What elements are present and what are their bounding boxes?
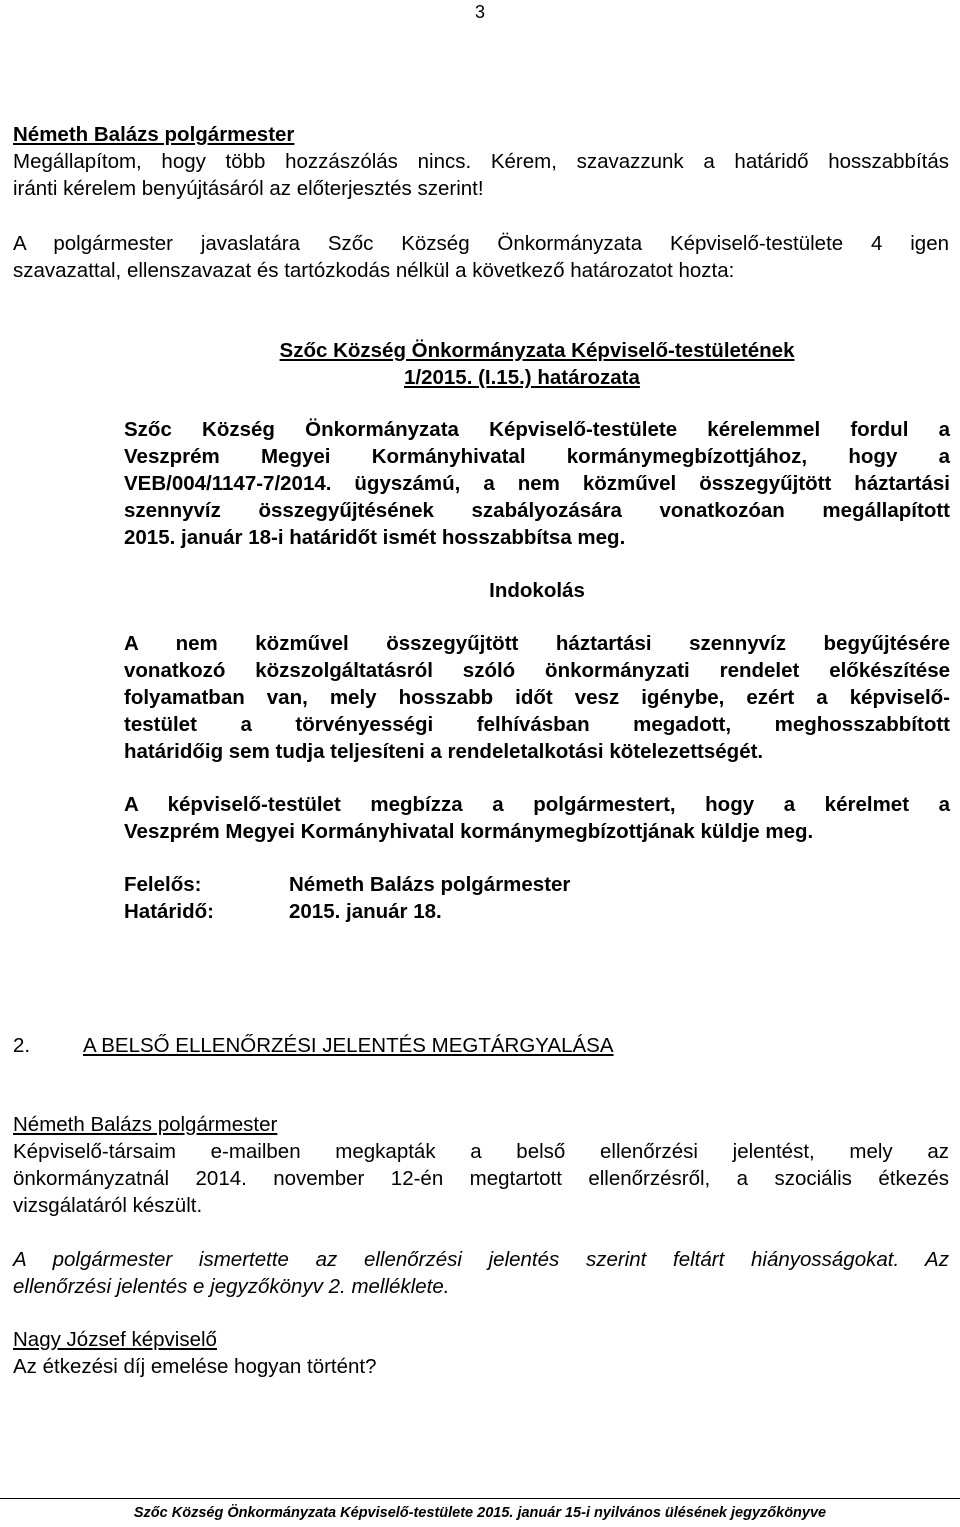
text-line: A polgármester javaslatára Szőc Község Önkormányzata Képviselő-testülete 4 igen xyxy=(13,232,949,255)
speaker-name: Nagy József képviselő xyxy=(13,1328,217,1351)
text-line: szennyvíz összegyűjtésének szabályozására vonatkozóan megállapított xyxy=(124,499,950,522)
responsible-value: Németh Balázs polgármester xyxy=(289,873,571,896)
deadline-value: 2015. január 18. xyxy=(289,900,442,923)
text-line: folyamatban van, mely hosszabb időt vesz igénybe, ezért a képviselő- xyxy=(124,686,950,709)
resolution-body xyxy=(124,416,950,551)
reason-body xyxy=(124,630,950,765)
resolution-title-line-1: Szőc Község Önkormányzata Képviselő-testületének xyxy=(279,339,795,362)
member-question-block xyxy=(13,1326,949,1380)
text-line: szavazattal, ellenszavazat és tartózkodás nélkül a következő határozatot hozta: xyxy=(13,259,735,282)
minutes-note xyxy=(13,1246,949,1300)
reason-heading: Indokolás xyxy=(489,579,585,602)
responsible-row xyxy=(124,871,570,898)
text-line: A nem közművel összegyűjtött háztartási szennyvíz begyűjtésére xyxy=(124,632,950,655)
footer-text: Szőc Község Önkormányzata Képviselő-testülete 2015. január 15-i nyilvános ülésének jegyzőkönyve xyxy=(133,1505,827,1521)
text-line: 2015. január 18-i határidőt ismét hosszabbítsa meg. xyxy=(124,526,626,549)
page-number: 3 xyxy=(474,2,485,22)
responsibility-table xyxy=(124,871,570,925)
deadline-row xyxy=(124,898,570,925)
text-line: A képviselő-testület megbízza a polgármestert, hogy a kérelmet a xyxy=(124,793,950,816)
resolution-title xyxy=(124,337,950,364)
deadline-label: Határidő: xyxy=(124,900,214,923)
text-line: vonatkozó közszolgáltatásról szóló önkormányzati rendelet előkészítése xyxy=(124,659,950,682)
text-line: A polgármester ismertette az ellenőrzési jelentés szerint feltárt hiányosságokat. Az xyxy=(13,1248,949,1271)
text-line: vizsgálatáról készült. xyxy=(13,1194,203,1217)
text-line: Megállapítom, hogy több hozzászólás nincs. Kérem, szavazzunk a határidő hosszabbítás xyxy=(13,150,949,173)
section-number: 2. xyxy=(13,1034,31,1057)
text-line: Veszprém Megyei Kormányhivatal kormánymegbízottjának küldje meg. xyxy=(124,820,814,843)
section-heading xyxy=(13,1031,614,1061)
mayor-report-block xyxy=(13,1111,949,1219)
responsible-label: Felelős: xyxy=(124,873,202,896)
vote-intro-paragraph xyxy=(13,230,949,284)
text-line: Az étkezési díj emelése hogyan történt? xyxy=(13,1355,377,1378)
speaker-name: Németh Balázs polgármester xyxy=(13,123,295,146)
text-line: Veszprém Megyei Kormányhivatal kormánymegbízottjához, hogy a xyxy=(124,445,950,468)
text-line: önkormányzatnál 2014. november 12-én megtartott ellenőrzésről, a szociális étkezés xyxy=(13,1167,949,1190)
mandate-paragraph xyxy=(124,791,950,845)
text-line: Képviselő-társaim e-mailben megkapták a belső ellenőrzési jelentést, mely az xyxy=(13,1140,949,1163)
text-line: ellenőrzési jelentés e jegyzőkönyv 2. melléklete. xyxy=(13,1275,450,1298)
text-line: határidőig sem tudja teljesíteni a rendeletalkotási kötelezettségét. xyxy=(124,740,764,763)
text-line: Szőc Község Önkormányzata Képviselő-testülete kérelemmel fordul a xyxy=(124,418,950,441)
resolution-number: 1/2015. (I.15.) határozata xyxy=(404,366,640,389)
text-line: iránti kérelem benyújtásáról az előterjesztés szerint! xyxy=(13,177,484,200)
text-line: VEB/004/1147-7/2014. ügyszámú, a nem közművel összegyűjtött háztartási xyxy=(124,472,950,495)
section-title: A BELSŐ ELLENŐRZÉSI JELENTÉS MEGTÁRGYALÁSA xyxy=(83,1034,614,1057)
page-footer xyxy=(0,1498,960,1527)
text-line: testület a törvényességi felhívásban megadott, meghosszabbított xyxy=(124,713,950,736)
speaker-name: Németh Balázs polgármester xyxy=(13,1113,278,1136)
mayor-statement-block xyxy=(13,121,949,202)
